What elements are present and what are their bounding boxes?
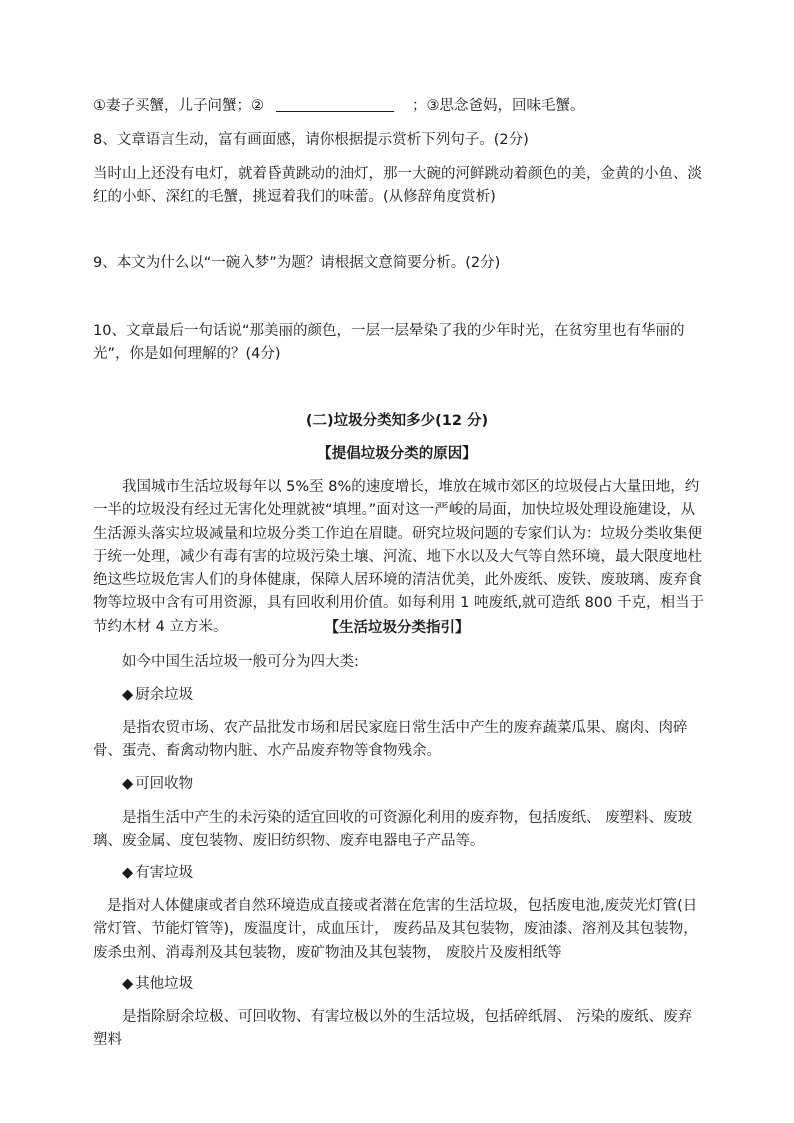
category-name: 其他垃圾: [135, 976, 194, 992]
q10-question: 10、文章最后一句话说“那美丽的颜色，一层一层晕染了我的少年时光，在贫穷里也有华丽的光”，你是如何理解的？(4分): [93, 323, 685, 363]
diamond-bullet-icon: ◆: [122, 976, 134, 992]
category-recyclable: [122, 773, 742, 795]
section2-heading-reasons: 【提倡垃圾分类的原因】: [317, 446, 477, 462]
category-other: [122, 973, 742, 995]
category-hazardous-desc: 是指对人体健康或者自然环境造成直接或者潜在危害的生活垃圾，包括废电池,废荧光灯管(日常灯管、节能灯管等)，废温度计，成血压计， 废药品及其包装物，废油漆、溶剂及其包装物，废杀虫剂、消毒剂及其包装物，废矿物油及其包装物， 废胶片及废相纸等: [93, 898, 698, 961]
category-recyclable-desc: 是指生活中产生的未污染的适宜回收的可资源化利用的废弃物，包括废纸、 废塑料、废玻璃、废金属、度包装物、废旧纺织物、废弃电器电子产品等。: [93, 810, 693, 850]
section2-title: (二)垃圾分类知多少(12 分): [305, 413, 489, 429]
q8-question: 8、文章语言生动，富有画面感，请你根据提示赏析下列句子。(2分): [93, 132, 529, 148]
reasons-paragraph: 我国城市生活垃圾每年以 5%至 8%的速度增长，堆放在城市郊区的垃圾侵占大量田地，约一半的垃圾没有经过无害化处理就被“填埋。”面对这一严峻的局面，加快垃圾处理设施建设，从生活源头落实垃圾减量和垃圾分类工作迫在眉睫。研究垃圾问题的专家们认为：垃圾分类收集便于统一处理，减少有毒有害的垃圾污染土壤、河流、地下水以及大气等自然环境，最大限度地杜绝这些垃圾危害人们的身体健康，保障人居环境的清洁优美，此外废纸、废铁、废玻璃、废弃食物等垃圾中含有可用资源，具有回收利用价值。如每利用 1 吨废纸,就可造纸 800 千克，相当于节约木材 4 立方米。: [93, 479, 704, 635]
category-other-desc: 是指除厨余垃极、可回收物、有害垃极以外的生活垃圾，包括碎纸屑、 污染的废纸、废弃塑料: [93, 1009, 693, 1049]
diamond-bullet-icon: ◆: [122, 776, 134, 792]
q8-sentence: 当时山上还没有电灯，就着昏黄跳动的油灯，那一大碗的河鲜跳动着颜色的美，金黄的小鱼、淡红的小虾、深红的毛蟹，挑逗着我们的味蕾。(从修辞角度赏析): [93, 166, 702, 206]
diamond-bullet-icon: ◆: [122, 865, 134, 881]
category-kitchen-waste: [122, 684, 742, 706]
q7-answer-line: [93, 95, 713, 117]
category-kitchen-desc: 是指农贸市场、农产品批发市场和居民家庭日常生活中产生的废弃蔬菜瓜果、腐肉、肉碎骨、蛋壳、畜禽动物内脏、水产品废弃物等食物残余。: [93, 720, 688, 760]
q7-part1: ①妻子买蟹，儿子问蟹；②: [93, 98, 264, 114]
diamond-bullet-icon: ◆: [122, 687, 134, 703]
category-name: 厨余垃圾: [135, 687, 194, 703]
category-name: 有害垃圾: [135, 865, 194, 881]
q9-question: 9、本文为什么以“一碗入梦”为题？请根据文意简要分析。(2分): [93, 255, 501, 271]
category-name: 可回收物: [135, 776, 194, 792]
q7-part2: ；③思念爸妈，回味毛蟹。: [412, 98, 585, 114]
guide-intro: 如今中国生活垃圾一般可分为四大类:: [122, 654, 359, 670]
category-hazardous: [122, 862, 742, 884]
answer-blank[interactable]: [276, 97, 394, 112]
section2-heading-guide: 【生活垃圾分类指引】: [324, 620, 470, 636]
